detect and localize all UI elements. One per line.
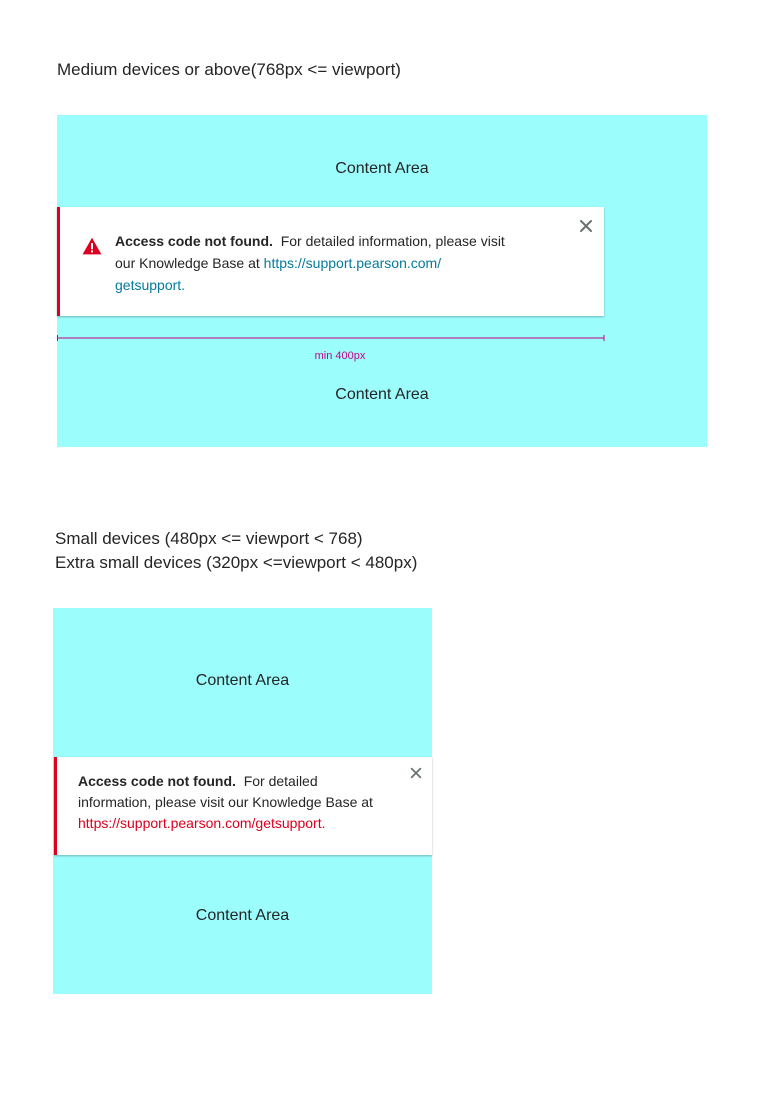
content-area-label-top: Content Area xyxy=(335,160,429,177)
small-section-heading: Small devices (480px <= viewport < 768) xyxy=(55,529,363,548)
alert-body: For detailed information, please visit our Knowledge Base at xyxy=(115,233,505,271)
alert-title: Access code not found. xyxy=(115,233,273,249)
support-link[interactable]: https://support.pearson.com/getsupport. xyxy=(78,815,326,831)
close-icon[interactable] xyxy=(409,766,423,780)
content-area-label-top: Content Area xyxy=(195,672,290,689)
ruler-label: min 400px xyxy=(314,350,366,362)
close-icon[interactable] xyxy=(578,218,594,234)
support-link-continued[interactable]: getsupport. xyxy=(115,277,186,293)
content-area-label-bottom: Content Area xyxy=(195,907,290,924)
warning-triangle-icon xyxy=(82,237,102,255)
support-link[interactable]: https://support.pearson.com/ xyxy=(263,255,442,271)
medium-section-heading: Medium devices or above(768px <= viewport) xyxy=(57,60,401,79)
medium-alert-banner xyxy=(57,207,604,316)
width-ruler xyxy=(57,333,605,343)
small-alert-message xyxy=(78,771,408,834)
alert-body: For detailed xyxy=(243,773,318,789)
content-area-label-bottom: Content Area xyxy=(335,386,429,403)
alert-body-continued: information, please visit our Knowledge Base at xyxy=(78,794,373,810)
small-alert-banner xyxy=(54,757,432,855)
medium-alert-message xyxy=(115,230,505,296)
alert-title: Access code not found. xyxy=(78,773,236,789)
extra-small-section-heading: Extra small devices (320px <=viewport < 480px) xyxy=(55,553,418,572)
